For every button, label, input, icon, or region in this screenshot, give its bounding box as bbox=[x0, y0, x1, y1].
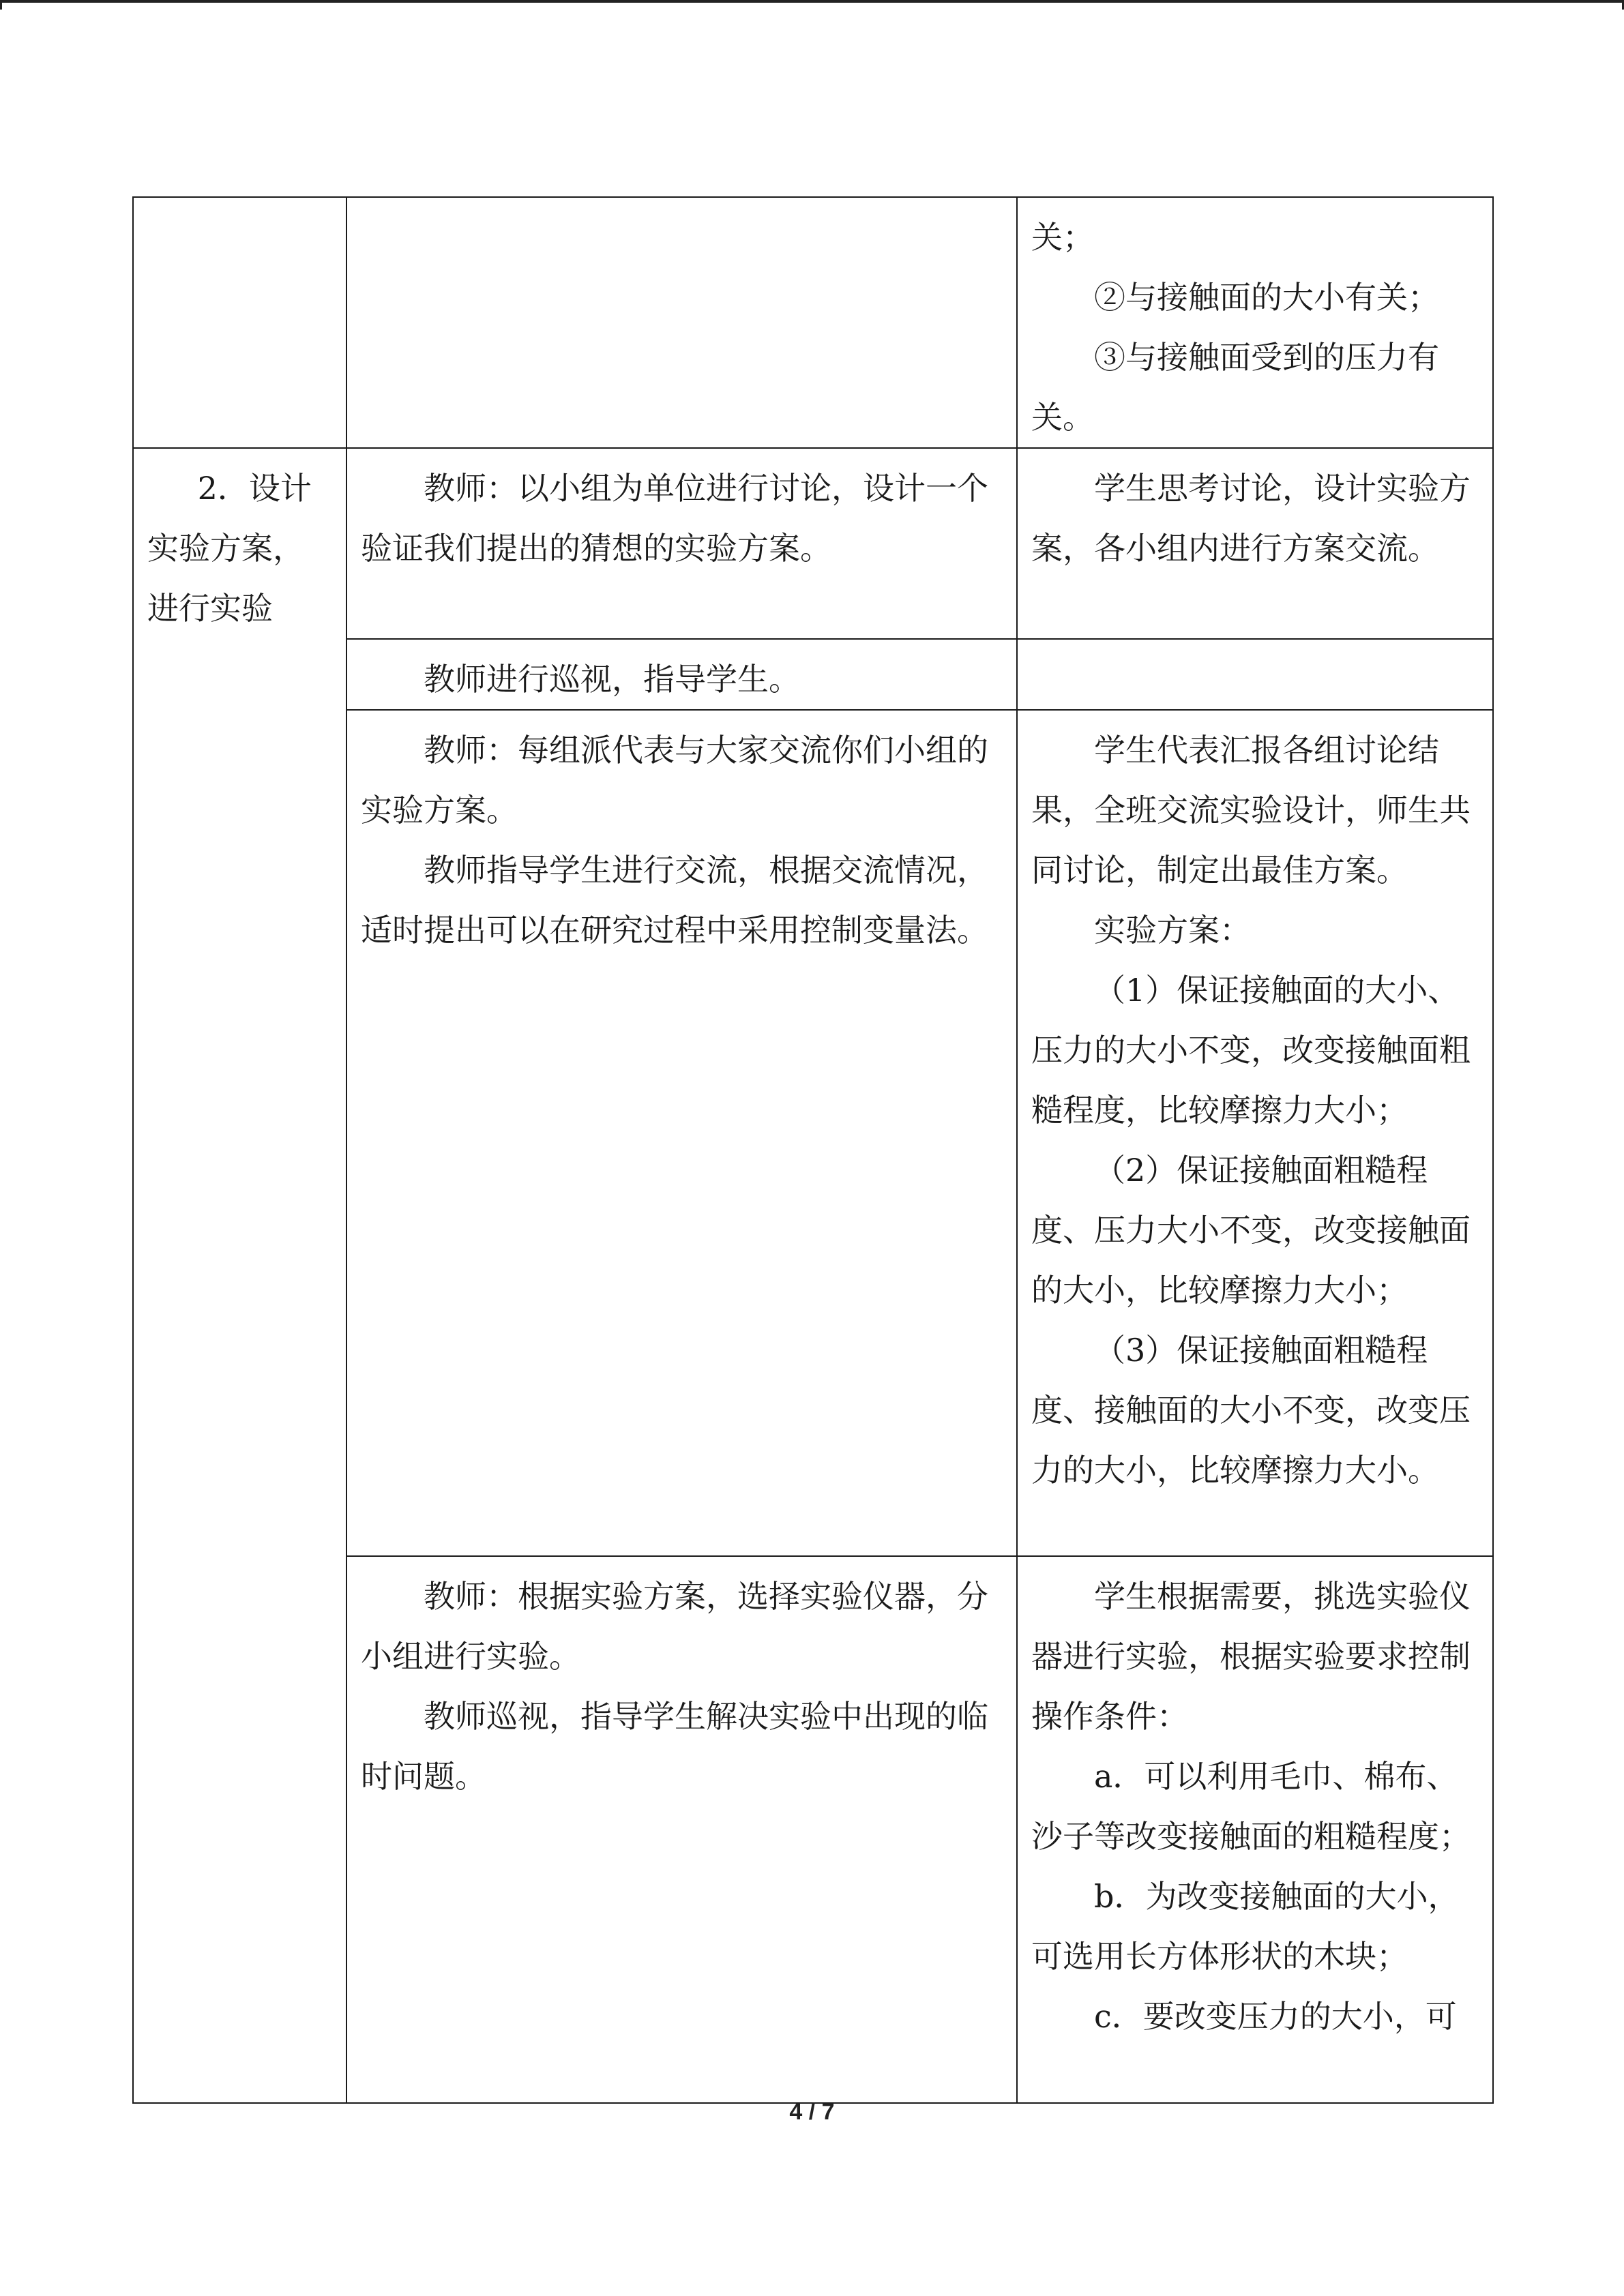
cell-teacher bbox=[346, 639, 1017, 710]
lesson-plan-table bbox=[132, 196, 1494, 2104]
cell-teacher bbox=[346, 1556, 1017, 2103]
table-row-continued bbox=[133, 197, 1493, 448]
text-paragraph: a．可以利用毛巾、棉布、沙子等改变接触面的粗糙程度； bbox=[1031, 1758, 1471, 1855]
text-paragraph: 教师：根据实验方案，选择实验仪器，分小组进行实验。 bbox=[361, 1578, 988, 1675]
text-paragraph: （2）保证接触面粗糙程度、压力大小不变，改变接触面的大小，比较摩擦力大小； bbox=[1031, 1152, 1471, 1309]
cell-student-continued bbox=[1017, 197, 1493, 448]
text-paragraph: 学生思考讨论，设计实验方案，各小组内进行方案交流。 bbox=[1031, 470, 1471, 567]
text-paragraph: 教师进行巡视，指导学生。 bbox=[424, 661, 800, 698]
cell-step-empty bbox=[133, 197, 346, 448]
text-paragraph: ③与接触面受到的压力有关。 bbox=[1031, 339, 1439, 436]
cell-student bbox=[1017, 448, 1493, 639]
text-paragraph: 学生代表汇报各组讨论结果，全班交流实验设计，师生共同讨论，制定出最佳方案。 bbox=[1031, 732, 1471, 889]
cell-teacher-empty bbox=[346, 197, 1017, 448]
cell-student-empty bbox=[1017, 639, 1493, 710]
text-paragraph: 关； bbox=[1031, 219, 1094, 256]
text-paragraph: 教师指导学生进行交流，根据交流情况，适时提出可以在研究过程中采用控制变量法。 bbox=[361, 852, 988, 949]
text-paragraph: 实验方案： bbox=[1094, 912, 1251, 949]
section-title: 2．设计实验方案，进行实验 bbox=[147, 470, 312, 627]
text-paragraph: （3）保证接触面粗糙程度、接触面的大小不变，改变压力的大小，比较摩擦力大小。 bbox=[1031, 1332, 1471, 1489]
text-paragraph: 教师巡视，指导学生解决实验中出现的临时问题。 bbox=[361, 1698, 988, 1795]
text-paragraph: 学生根据需要，挑选实验仪器进行实验，根据实验要求控制操作条件： bbox=[1031, 1578, 1471, 1735]
text-paragraph: b．为改变接触面的大小，可选用长方体形状的木块； bbox=[1031, 1878, 1460, 1975]
text-paragraph: ②与接触面的大小有关； bbox=[1094, 279, 1439, 316]
text-paragraph: 教师：每组派代表与大家交流你们小组的实验方案。 bbox=[361, 732, 988, 829]
cell-student bbox=[1017, 1556, 1493, 2103]
table-row-discuss bbox=[133, 448, 1493, 639]
cell-section-title bbox=[133, 448, 346, 2103]
text-paragraph: c．要改变压力的大小，可 bbox=[1094, 1998, 1457, 2035]
cell-teacher bbox=[346, 448, 1017, 639]
cell-teacher bbox=[346, 710, 1017, 1556]
page-top-border bbox=[0, 0, 1624, 3]
cell-student bbox=[1017, 710, 1493, 1556]
text-paragraph: 教师：以小组为单位进行讨论，设计一个验证我们提出的猜想的实验方案。 bbox=[361, 470, 988, 567]
page-number: 4 / 7 bbox=[789, 2099, 835, 2125]
text-paragraph: （1）保证接触面的大小、压力的大小不变，改变接触面粗糙程度，比较摩擦力大小； bbox=[1031, 972, 1471, 1129]
page-left-edge bbox=[0, 0, 2, 10]
